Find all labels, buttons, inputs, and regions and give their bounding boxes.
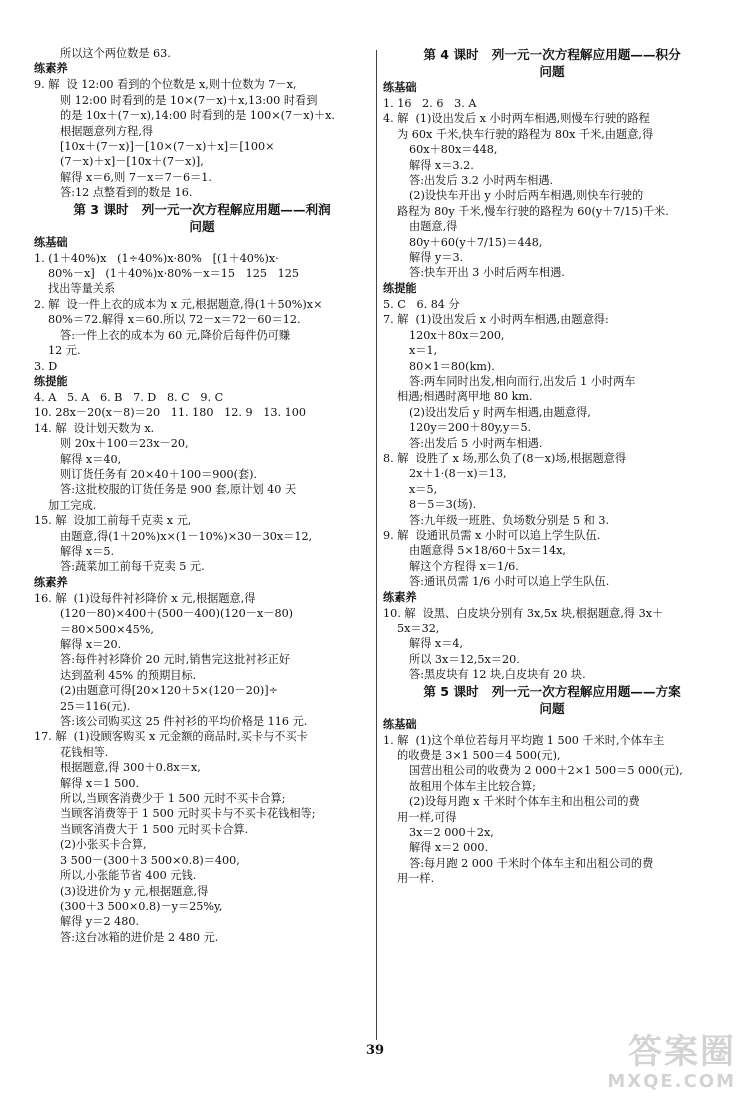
- lesson-heading: 问题: [539, 700, 565, 716]
- text-line: (2)设快车开出 y 小时后两车相遇,则快车行驶的: [409, 189, 644, 203]
- text-line: 由题意得 5×18/60＋5x＝14x,: [409, 544, 566, 558]
- text-line: 80×1＝80(km).: [409, 359, 495, 373]
- text-line: 9. 解 设 12:00 看到的个位数是 x,则十位数为 7－x,: [34, 78, 297, 92]
- text-line: 答:通讯员需 1/6 小时可以追上学生队伍.: [409, 575, 610, 589]
- lesson-heading: 第 3 课时 列一元一次方程解应用题——利润: [73, 201, 331, 217]
- text-line: 解这个方程得 x＝1/6.: [409, 559, 519, 573]
- text-line: 答:该公司购买这 25 件衬衫的平均价格是 116 元.: [60, 715, 308, 729]
- text-line: 则订货任务有 20×40＋100＝900(套).: [60, 467, 258, 481]
- watermark-logo: [576, 1033, 736, 1097]
- text-line: 14. 解 设计划天数为 x.: [34, 421, 155, 435]
- text-line: 相遇;相遇时离甲地 80 km.: [397, 390, 533, 404]
- text-line: 用一样.: [397, 872, 435, 886]
- text-line: (3)设进价为 y 元,根据题意,得: [60, 884, 209, 898]
- text-line: 解得 x＝6,则 7－x＝7－6＝1.: [60, 170, 212, 184]
- text-line: (2)设出发后 y 时两车相遇,由题意得,: [409, 405, 591, 419]
- text-line: 当顾客消费大于 1 500 元时买卡合算.: [60, 822, 249, 836]
- text-line: 花钱相等.: [60, 745, 109, 759]
- text-line: 所以这个两位数是 63.: [60, 47, 171, 60]
- text-line: 3x＝2 000＋2x,: [409, 826, 494, 840]
- text-line: 16. 解 (1)设每件衬衫降价 x 元,根据题意,得: [34, 591, 256, 605]
- text-line: 国营出租公司的收费为 2 000＋2×1 500＝5 000(元),: [409, 764, 683, 778]
- text-line: 4. 解 (1)设出发后 x 小时两车相遇,则慢车行驶的路程: [383, 112, 650, 126]
- text-line: (300＋3 500×0.8)－y＝25%y,: [60, 899, 223, 913]
- text-line: 10. 解 设黑、白皮块分别有 3x,5x 块,根据题意,得 3x＋: [383, 606, 664, 620]
- text-line: 解得 x＝40,: [60, 452, 122, 466]
- section-label: 练素养: [383, 590, 417, 604]
- text-line: 8. 解 设胜了 x 场,那么负了(8－x)场,根据题意得: [383, 451, 627, 465]
- text-line: 解得 x＝20.: [60, 638, 122, 651]
- text-line: 答:出发后 5 小时两车相遇.: [409, 436, 543, 450]
- text-line: (120－80)×400＋(500－400)(120－x－80): [60, 607, 294, 621]
- lesson-heading: 第 4 课时 列一元一次方程解应用题——积分: [423, 47, 681, 62]
- text-line: 1. (1＋40%)x (1÷40%)x·80% [(1＋40%)x·: [34, 251, 279, 265]
- text-line: 所以 3x＝12,5x＝20.: [409, 652, 520, 666]
- text-line: 80y＋60(y＋7/15)＝448,: [409, 235, 543, 249]
- text-line: 2. 解 设一件上衣的成本为 x 元,根据题意,得(1＋50%)x×: [34, 297, 323, 311]
- text-line: (2)小张买卡合算,: [60, 838, 147, 852]
- text-line: 答:两车同时出发,相向而行,出发后 1 小时两车: [409, 374, 636, 388]
- text-line: 解得 x＝3.2.: [409, 158, 474, 172]
- text-line: 找出等量关系: [48, 282, 116, 296]
- text-line: (2)设每月跑 x 千米时个体车主和出租公司的费: [409, 795, 640, 809]
- text-line: 3. D: [34, 359, 58, 373]
- text-line: 解得 y＝3.: [409, 251, 464, 265]
- text-line: 根据题意列方程,得: [60, 124, 154, 138]
- text-line: 当顾客消费等于 1 500 元时买卡与不买卡花钱相等;: [60, 807, 316, 821]
- text-line: 25＝116(元).: [60, 699, 131, 713]
- text-line: 故租用个体车主比较合算;: [409, 779, 536, 793]
- text-line: 8－5＝3(场).: [409, 498, 477, 512]
- text-line: 的是 10x＋(7－x),14:00 时看到的是 100×(7－x)＋x.: [60, 109, 335, 123]
- section-label: 练提能: [383, 281, 417, 295]
- text-line: 17. 解 (1)设顾客购买 x 元金额的商品时,买卡与不买卡: [34, 730, 308, 744]
- lesson-heading: 问题: [539, 64, 565, 79]
- text-line: 80%＝72.解得 x＝60.所以 72－x＝72－60＝12.: [48, 313, 301, 327]
- text-line: 答:这批校服的订货任务是 900 套,原计划 40 天: [60, 483, 297, 497]
- left-column: [34, 46, 370, 945]
- text-line: 答:每月跑 2 000 千米时个体车主和出租公司的费: [409, 856, 654, 870]
- text-line: 解得 x＝2 000.: [409, 841, 489, 855]
- text-line: 10. 28x－20(x－8)＝20 11. 180 12. 9 13. 100: [34, 406, 306, 420]
- text-line: 解得 y＝2 480.: [60, 915, 140, 929]
- text-line: 80%－x] (1＋40%)x·80%－x＝15 125 125: [48, 267, 299, 281]
- watermark-bottom: MXQE.COM: [607, 1071, 736, 1092]
- section-label: 练基础: [34, 235, 68, 249]
- section-label: 练素养: [34, 575, 68, 589]
- text-line: x＝5,: [409, 482, 438, 496]
- text-line: 60x＋80x＝448,: [409, 143, 498, 157]
- text-line: ＝80×500×45%,: [60, 622, 154, 636]
- section-label: 练素养: [34, 62, 68, 76]
- section-label: 练基础: [383, 81, 417, 94]
- text-line: 的收费是 3×1 500＝4 500(元),: [397, 749, 561, 763]
- text-line: 1. 16 2. 6 3. A: [383, 97, 477, 110]
- text-line: 解得 x＝5.: [60, 544, 115, 558]
- text-line: 所以,当顾客消费少于 1 500 元时不买卡合算;: [60, 792, 286, 806]
- text-line: 120x＋80x＝200,: [409, 328, 505, 342]
- text-line: 加工完成.: [48, 498, 97, 512]
- text-line: 4. A 5. A 6. B 7. D 8. C 9. C: [34, 390, 224, 404]
- text-line: 为 60x 千米,快车行驶的路程为 80x 千米,由题意,得: [397, 127, 654, 141]
- text-line: 达到盈利 45% 的预期目标.: [60, 668, 197, 682]
- lesson-heading: 问题: [189, 218, 215, 234]
- text-line: 所以,小张能节省 400 元钱.: [60, 869, 197, 883]
- text-line: 由题意,得: [409, 220, 458, 234]
- page-number: 39: [365, 1043, 385, 1058]
- text-line: (2)由题意可得[20×120＋5×(120－20)]÷: [60, 684, 279, 698]
- text-line: 答:九年级一班胜、负场数分别是 5 和 3.: [409, 513, 610, 527]
- text-line: 解得 x＝1 500.: [60, 776, 140, 790]
- text-line: 路程为 80y 千米,慢车行驶的路程为 60(y＋7/15)千米.: [397, 204, 669, 218]
- text-line: 1. 解 (1)这个单位若每月平均跑 1 500 千米时,个体车主: [383, 733, 665, 747]
- right-column: [383, 46, 721, 887]
- column-divider: [376, 50, 377, 1040]
- text-line: [10x＋(7－x)]－[10×(7－x)＋x]＝[100×: [60, 140, 275, 154]
- text-line: 答:蔬菜加工前每千克卖 5 元.: [60, 560, 205, 574]
- text-line: 2x＋1·(8－x)＝13,: [409, 467, 507, 481]
- text-line: 5. C 6. 84 分: [383, 297, 460, 311]
- lesson-heading: 第 5 课时 列一元一次方程解应用题——方案: [423, 683, 681, 699]
- text-line: 解得 x＝4,: [409, 637, 464, 651]
- text-line: 则 12:00 时看到的是 10×(7－x)＋x,13:00 时看到: [60, 93, 318, 107]
- text-line: 由题意,得(1＋20%)x×(1－10%)×30－30x＝12,: [60, 529, 313, 543]
- section-label: 练提能: [34, 374, 68, 388]
- text-line: 答:快车开出 3 小时后两车相遇.: [409, 266, 565, 280]
- text-line: 答:黑皮块有 12 块,白皮块有 20 块.: [409, 668, 586, 682]
- text-line: (7－x)＋x]－[10x＋(7－x)],: [60, 155, 204, 169]
- section-label: 练基础: [383, 717, 417, 731]
- text-line: x＝1,: [409, 344, 438, 358]
- text-line: 7. 解 (1)设出发后 x 小时两车相遇,由题意得:: [383, 313, 609, 327]
- text-line: 答:每件衬衫降价 20 元时,销售完这批衬衫正好: [60, 653, 291, 667]
- text-line: 答:出发后 3.2 小时两车相遇.: [409, 174, 554, 188]
- text-line: 3 500－(300＋3 500×0.8)＝400,: [60, 853, 240, 867]
- text-line: 15. 解 设加工前每千克卖 x 元,: [34, 514, 192, 528]
- text-line: 根据题意,得 300＋0.8x＝x,: [60, 761, 201, 775]
- watermark-top: 答案圈: [628, 1032, 736, 1072]
- text-line: 9. 解 设通讯员需 x 小时可以追上学生队伍.: [383, 528, 601, 542]
- text-line: 5x＝32,: [397, 622, 440, 635]
- text-line: 用一样,可得: [397, 810, 457, 824]
- text-line: 答:12 点整看到的数是 16.: [60, 186, 193, 200]
- text-line: 答:一件上衣的成本为 60 元,降价后每件仍可赚: [60, 328, 291, 342]
- text-line: 120y＝200＋80y,y＝5.: [409, 421, 532, 435]
- text-line: 答:这台冰箱的进价是 2 480 元.: [60, 930, 219, 944]
- text-line: 12 元.: [48, 344, 81, 358]
- text-line: 则 20x＋100＝23x－20,: [60, 437, 189, 451]
